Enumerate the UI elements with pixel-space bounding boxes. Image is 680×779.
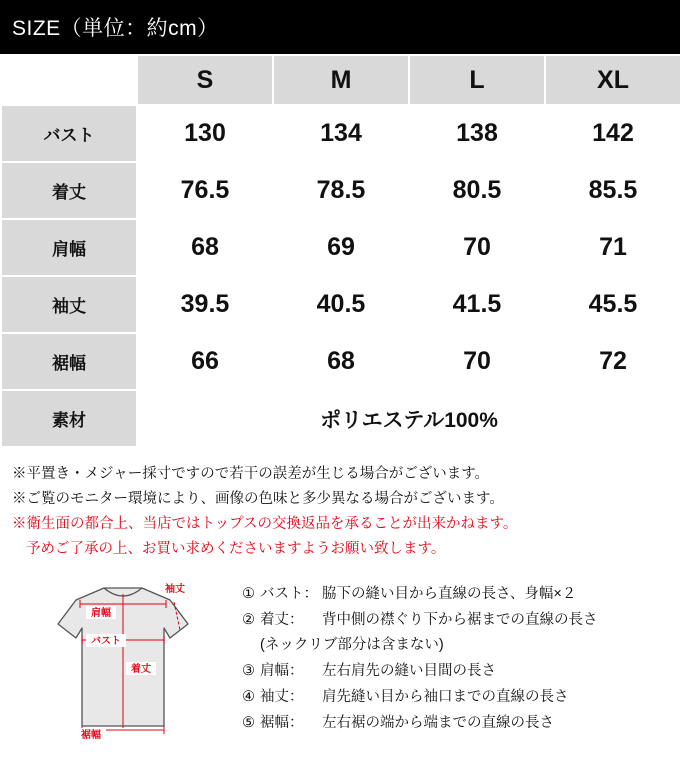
legend-subnote-body-length: (ネックリブ部分は含まない): [260, 637, 444, 654]
cell-bust-l: 138: [409, 105, 545, 162]
legend-number-2: ②: [242, 611, 255, 628]
table-corner-cell: [1, 55, 137, 105]
label-shoulder-width: 肩幅: [91, 607, 111, 619]
table-row: [1, 105, 680, 162]
legend-key-bust: バスト：: [260, 585, 318, 602]
cell-hem-width-m: 68: [273, 333, 409, 390]
cell-body-length-m: 78.5: [273, 162, 409, 219]
cell-bust-s: 130: [137, 105, 273, 162]
table-row: [1, 333, 680, 390]
row-label-shoulder-width: 肩幅: [1, 219, 137, 276]
measurement-legend: [242, 578, 670, 763]
note-monitor-color: ※ご覧のモニター環境により、画像の色味と多少異なる場合がございます。: [12, 490, 504, 507]
legend-number-4: ④: [242, 688, 255, 705]
cell-sleeve-length-m: 40.5: [273, 276, 409, 333]
row-label-hem-width: 裾幅: [1, 333, 137, 390]
cell-shoulder-width-s: 68: [137, 219, 273, 276]
legend-number-5: ⑤: [242, 714, 255, 731]
page-title: SIZE（単位：約cm）: [12, 17, 219, 40]
table-header-size-l: L: [409, 55, 545, 105]
legend-key-sleeve-length: 袖丈：: [260, 688, 304, 705]
legend-desc-sleeve-length: 肩先縫い目から袖口までの直線の長さ: [322, 688, 569, 705]
label-bust: バスト: [91, 635, 121, 647]
cell-hem-width-xl: 72: [545, 333, 680, 390]
row-label-material: 素材: [1, 390, 137, 447]
row-label-bust: バスト: [1, 105, 137, 162]
table-header-size-m: M: [273, 55, 409, 105]
legend-number-3: ③: [242, 663, 255, 680]
label-body-length: 着丈: [131, 663, 151, 675]
list-item: [242, 685, 670, 711]
list-item: [242, 659, 670, 685]
size-header-bar: [0, 0, 680, 54]
legend-desc-shoulder-width: 左右肩先の縫い目間の長さ: [322, 663, 496, 680]
legend-number-1: ①: [242, 585, 255, 602]
cell-shoulder-width-xl: 71: [545, 219, 680, 276]
cell-body-length-l: 80.5: [409, 162, 545, 219]
row-label-body-length: 着丈: [1, 162, 137, 219]
list-item: [242, 608, 670, 634]
legend-desc-body-length: 背中側の襟ぐり下から裾までの直線の長さ: [322, 611, 598, 628]
label-sleeve-length: 袖丈: [165, 583, 185, 595]
note-measurement-tolerance: ※平置き・メジャー採寸ですので若干の誤差が生じる場合がございます。: [12, 466, 490, 482]
table-header-size-xl: XL: [545, 55, 680, 105]
table-row-material: [1, 390, 680, 447]
tshirt-diagram: [14, 578, 232, 763]
cell-shoulder-width-m: 69: [273, 219, 409, 276]
list-item: [242, 711, 670, 737]
cell-hem-width-s: 66: [137, 333, 273, 390]
table-row: [1, 276, 680, 333]
table-header-size-s: S: [137, 55, 273, 105]
cell-body-length-s: 76.5: [137, 162, 273, 219]
label-hem-width: 裾幅: [81, 729, 101, 741]
notes-block: [0, 448, 680, 562]
cell-body-length-xl: 85.5: [545, 162, 680, 219]
legend-desc-bust: 脇下の縫い目から直線の長さ、身幅×２: [322, 585, 577, 602]
cell-sleeve-length-l: 41.5: [409, 276, 545, 333]
note-acknowledge-request: 予めご了承の上、お買い求めくださいますようお願い致します。: [26, 540, 446, 557]
size-table: [0, 54, 680, 448]
cell-material-value: ポリエステル100%: [137, 390, 680, 447]
cell-sleeve-length-s: 39.5: [137, 276, 273, 333]
cell-sleeve-length-xl: 45.5: [545, 276, 680, 333]
tshirt-measure-svg: [14, 578, 232, 758]
cell-bust-m: 134: [273, 105, 409, 162]
legend-key-hem-width: 裾幅：: [260, 714, 304, 731]
measurement-guide: [0, 562, 680, 763]
table-row: [1, 219, 680, 276]
legend-desc-hem-width: 左右裾の端から端までの直線の長さ: [322, 714, 554, 731]
legend-key-shoulder-width: 肩幅：: [260, 663, 304, 680]
legend-key-body-length: 着丈：: [260, 611, 304, 628]
cell-shoulder-width-l: 70: [409, 219, 545, 276]
cell-bust-xl: 142: [545, 105, 680, 162]
table-row: [1, 162, 680, 219]
cell-hem-width-l: 70: [409, 333, 545, 390]
row-label-sleeve-length: 袖丈: [1, 276, 137, 333]
table-header-row: [1, 55, 680, 105]
note-no-return-hygiene: ※衛生面の都合上、当店ではトップスの交換返品を承ることが出来かねます。: [12, 515, 518, 532]
list-item: [242, 582, 670, 608]
